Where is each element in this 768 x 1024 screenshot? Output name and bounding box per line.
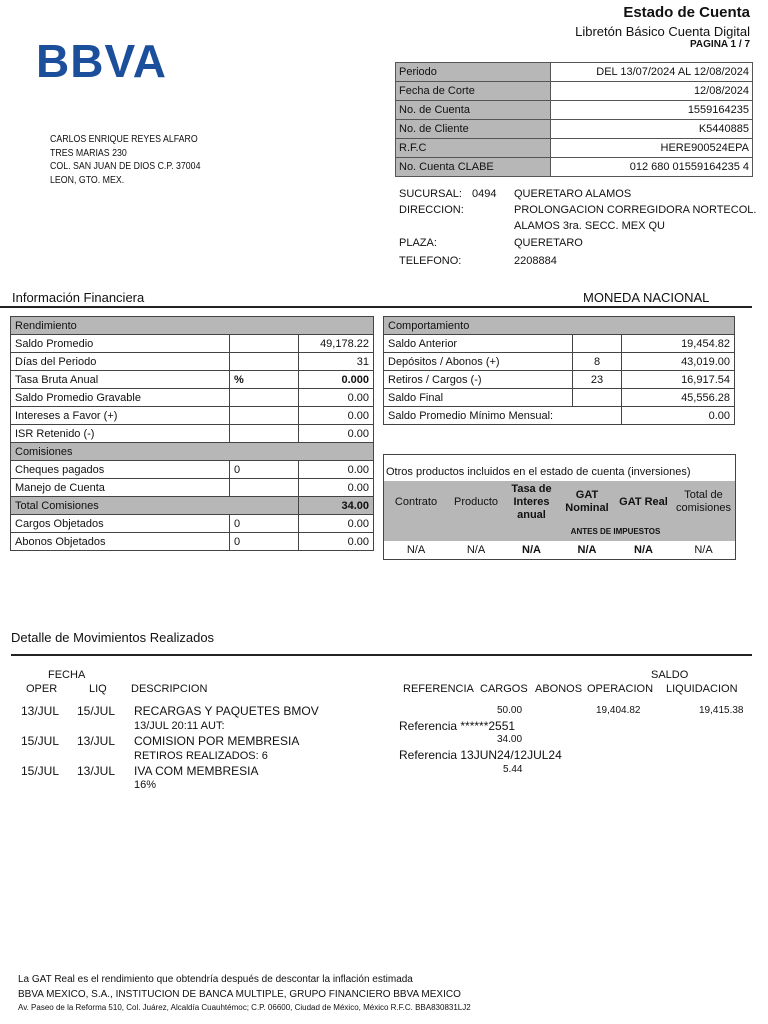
table-row [11,335,374,353]
col-header: GAT Real [619,495,668,508]
row-mid [230,335,299,353]
mov-saldo-operacion: 19,404.82 [596,705,641,716]
total-value: 34.00 [299,497,374,515]
mov-saldo-liquidacion: 19,415.38 [699,705,744,716]
col-header: Tasa de Interes anual [511,482,552,521]
table-row [11,497,374,515]
row-value: 19,454.82 [622,335,735,353]
info-label: No. de Cliente [396,120,551,139]
info-value: K5440885 [551,120,753,139]
sucursal-label: SUCURSAL: [399,188,462,200]
col-header: REFERENCIA [403,683,474,695]
comportamiento-table [383,316,735,425]
row-value: 31 [299,353,374,371]
mov-description-detail: 16% [134,779,157,791]
col-header: ABONOS [535,683,583,695]
info-row [396,120,753,139]
row-value: 0.00 [299,389,374,407]
row-label: Saldo Anterior [384,335,573,353]
table-row [384,389,735,407]
mov-oper-date: 15/JUL [21,764,60,778]
col-header: SALDO [651,669,689,681]
info-row [396,63,753,82]
table-row [11,515,374,533]
row-mid: 0 [230,515,299,533]
row-label: Cargos Objetados [11,515,230,533]
col-header: FECHA [48,669,86,681]
mov-reference: Referencia 13JUN24/12JUL24 [399,748,562,762]
table-header: Comportamiento [384,317,735,335]
footer-gat-note: La GAT Real es el rendimiento que obtendría después de descontar la inflación estimada [18,974,413,985]
row-value: 0.00 [299,425,374,443]
row-value: 0.00 [299,515,374,533]
statement-title: Estado de Cuenta [623,4,750,21]
page-number: PAGINA 1 / 7 [689,39,750,50]
mov-cargo: 34.00 [497,734,523,745]
plaza-value: QUERETARO [514,237,583,249]
movimientos-title: Detalle de Movimientos Realizados [11,630,215,645]
col-header: LIQ [89,683,107,695]
row-value: 0.00 [299,461,374,479]
account-info-table [395,62,753,177]
col-header: Total de comisiones [675,489,732,514]
footer-bank-name: BBVA MEXICO, S.A., INSTITUCION DE BANCA MULTIPLE, GRUPO FINANCIERO BBVA MEXICO [18,989,461,1000]
row-mid: 23 [573,371,622,389]
info-label: No. Cuenta CLABE [396,158,551,177]
row-mid [230,407,299,425]
mov-description: RECARGAS Y PAQUETES BMOV [134,704,319,718]
info-row [396,158,753,177]
row-mid: % [230,371,299,389]
row-label: ISR Retenido (-) [11,425,230,443]
col-header: LIQUIDACION [666,683,738,695]
info-value: HERE900524EPA [551,139,753,158]
table-row [11,371,374,389]
divider [0,306,752,308]
customer-address [50,133,200,187]
row-mid [230,425,299,443]
row-value: 49,178.22 [299,335,374,353]
mov-liq-date: 15/JUL [77,704,116,718]
info-label: Periodo [396,63,551,82]
row-mid [230,389,299,407]
otros-productos-table [383,454,736,560]
info-row [396,82,753,101]
row-label: Retiros / Cargos (-) [384,371,573,389]
info-label: Fecha de Corte [396,82,551,101]
table-row [11,425,374,443]
row-mid [573,389,622,407]
table-header: Rendimiento [11,317,374,335]
table-row [11,407,374,425]
row-label: Cheques pagados [11,461,230,479]
info-value: 012 680 01559164235 4 [551,158,753,177]
row-label: Saldo Final [384,389,573,407]
info-label: R.F.C [396,139,551,158]
divider [11,654,752,656]
otros-header [384,481,735,541]
telefono-value: 2208884 [514,255,557,267]
col-header: Producto [453,495,499,508]
col-header: DESCRIPCION [131,683,208,695]
table-row [11,479,374,497]
row-mid: 0 [230,461,299,479]
info-row [396,139,753,158]
row-mid: 0 [230,533,299,551]
cell: N/A [634,544,653,556]
mov-description-detail: 13/JUL 20:11 AUT: [134,720,225,732]
total-label: Total Comisiones [11,497,299,515]
cell: N/A [694,544,713,556]
mov-cargo: 5.44 [503,764,523,775]
sucursal-number: 0494 [472,188,497,200]
table-row [384,335,735,353]
mov-description-detail: RETIROS REALIZADOS: 6 [134,750,268,762]
direccion-label: DIRECCION: [399,204,464,216]
otros-values-row [384,541,735,559]
mov-description: IVA COM MEMBRESIA [134,764,259,778]
address-line: CARLOS ENRIQUE REYES ALFARO [50,134,198,145]
cell: N/A [406,544,426,556]
cell: N/A [466,544,486,556]
row-label: Tasa Bruta Anual [11,371,230,389]
table-row [11,389,374,407]
col-header: OPER [26,683,58,695]
info-value: 1559164235 [551,101,753,120]
row-label: Saldo Promedio [11,335,230,353]
address-line: LEON, GTO. MEX. [50,174,125,186]
row-value: 45,556.28 [622,389,735,407]
mov-description: COMISION POR MEMBRESIA [134,734,300,748]
mov-liq-date: 13/JUL [77,764,116,778]
table-row [384,353,735,371]
col-header: OPERACION [587,683,654,695]
col-header: Contrato [394,495,438,508]
mov-oper-date: 13/JUL [21,704,60,718]
address-line: COL. SAN JUAN DE DIOS C.P. 37004 [50,161,201,172]
info-value: DEL 13/07/2024 AL 12/08/2024 [551,63,753,82]
table-header: Comisiones [11,443,374,461]
col-header: CARGOS [480,683,528,695]
info-row [396,101,753,120]
row-mid [230,479,299,497]
direccion-line: PROLONGACION CORREGIDORA NORTECOL. [514,204,757,216]
mov-oper-date: 15/JUL [21,734,60,748]
row-value: 16,917.54 [622,371,735,389]
telefono-label: TELEFONO: [399,255,462,267]
otros-title: Otros productos incluidos en el estado de cuenta (inversiones) [386,466,691,478]
account-type: Libretón Básico Cuenta Digital [575,24,750,39]
mov-liq-date: 13/JUL [77,734,116,748]
section-title: Información Financiera [12,290,145,305]
row-value: 0.000 [299,371,374,389]
cell: N/A [577,544,597,556]
col-header: GAT Nominal [565,489,609,514]
row-value: 0.00 [299,479,374,497]
table-row [384,371,735,389]
row-label: Manejo de Cuenta [11,479,230,497]
row-value: 43,019.00 [622,353,735,371]
row-value: 0.00 [299,407,374,425]
info-value: 12/08/2024 [551,82,753,101]
cell: N/A [522,544,541,556]
row-mid [573,335,622,353]
table-row [11,461,374,479]
plaza-label: PLAZA: [399,237,437,249]
row-label: Intereses a Favor (+) [11,407,230,425]
row-label: Días del Periodo [11,353,230,371]
table-row [11,533,374,551]
row-value: 0.00 [622,407,735,425]
address-line: TRES MARIAS 230 [50,147,127,159]
row-label: Depósitos / Abonos (+) [384,353,573,371]
rendimiento-table [10,316,374,551]
bbva-logo: BBVA [36,35,167,87]
currency-label: MONEDA NACIONAL [583,290,710,305]
row-mid [230,353,299,371]
branch-info [399,186,756,269]
footer-bank-address: Av. Paseo de la Reforma 510, Col. Juárez, Alcaldía Cuauhtémoc; C.P. 06600, Ciudad de México, México R.F.C. BBA830831LJ2 [18,1003,471,1012]
info-label: No. de Cuenta [396,101,551,120]
mov-reference: Referencia ******2551 [399,719,516,733]
antes-impuestos-label: ANTES DE IMPUESTOS [559,523,672,541]
mov-cargo: 50.00 [497,705,523,716]
sucursal-name: QUERETARO ALAMOS [514,188,632,200]
row-label: Abonos Objetados [11,533,230,551]
row-label: Saldo Promedio Mínimo Mensual: [384,407,622,425]
direccion-line: ALAMOS 3ra. SECC. MEX QU [514,220,665,232]
row-value: 0.00 [299,533,374,551]
row-label: Saldo Promedio Gravable [11,389,230,407]
table-row [384,407,735,425]
table-row [11,353,374,371]
row-mid: 8 [573,353,622,371]
